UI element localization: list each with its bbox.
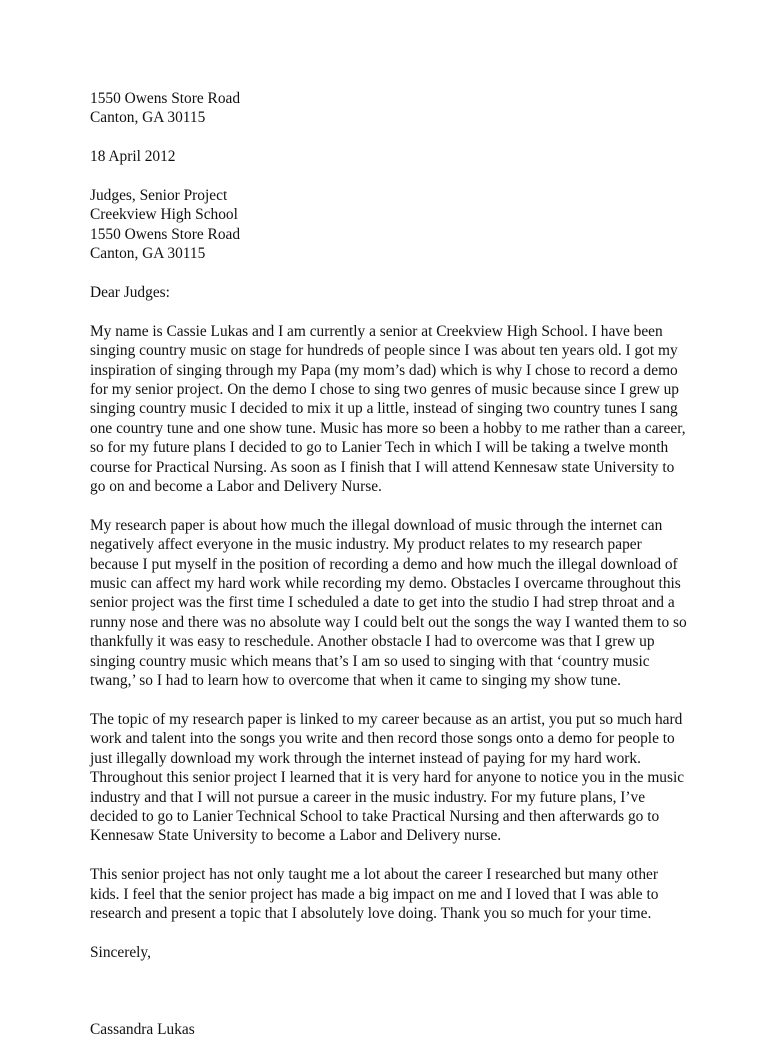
paragraph-line: course for Practical Nursing. As soon as I finish that I will attend Kennesaw state University to	[90, 458, 675, 476]
letter-date	[90, 147, 710, 166]
paragraph-line: kids. I feel that the senior project has made a big impact on me and I loved that I was able to	[90, 885, 659, 903]
paragraph-line: industry and that I will not pursue a career in the music industry. For my future plans, I’ve	[90, 788, 646, 806]
paragraph-line: one country tune and one show tune. Music has more so been a hobby to me rather than a career,	[90, 419, 686, 437]
paragraph-line: Kennesaw State University to become a Labor and Delivery nurse.	[90, 827, 502, 845]
paragraph-line: inspiration of singing through my Papa (my mom’s dad) which is why I chose to record a demo	[90, 361, 678, 379]
letter-page	[90, 89, 710, 1040]
paragraph-line: My name is Cassie Lukas and I am currently a senior at Creekview High School. I have been	[90, 322, 663, 340]
salutation	[90, 283, 710, 302]
sender-address-line: Canton, GA 30115	[90, 109, 206, 127]
paragraph-line: singing country music on stage for hundreds of people since I was about ten years old. I got my	[90, 342, 678, 360]
paragraph-line: go on and become a Labor and Delivery Nurse.	[90, 478, 382, 496]
recipient-address	[90, 186, 710, 264]
recipient-address-line: 1550 Owens Store Road	[90, 225, 241, 243]
sender-address-line: 1550 Owens Store Road	[90, 90, 241, 107]
paragraph-line: because I put myself in the position of recording a demo and how much the illegal download of	[90, 555, 678, 573]
paragraph-line: work and talent into the songs you write and then record those songs onto a demo for people to	[90, 730, 675, 748]
signature-name: Cassandra Lukas	[90, 1021, 195, 1039]
sender-address	[90, 89, 710, 128]
signature	[90, 1020, 710, 1039]
paragraph-line: research and present a topic that I absolutely love doing. Thank you so much for your time.	[90, 904, 652, 922]
body-paragraph-1	[90, 322, 710, 497]
closing-text: Sincerely,	[90, 943, 151, 961]
body-paragraph-2	[90, 516, 710, 691]
closing	[90, 943, 710, 962]
paragraph-line: singing country music I decided to mix it up a little, instead of singing two country tunes I sang	[90, 400, 678, 418]
paragraph-line: decided to go to Lanier Technical School to take Practical Nursing and then afterwards go to	[90, 807, 660, 825]
date-text: 18 April 2012	[90, 148, 176, 166]
salutation-text: Dear Judges:	[90, 284, 170, 302]
paragraph-line: twang,’ so I had to learn how to overcome that when it came to singing my show tune.	[90, 672, 621, 690]
paragraph-line: just illegally download my work through the internet instead of paying for my hard work.	[90, 749, 641, 767]
paragraph-line: runny nose and there was no absolute way I could belt out the songs the way I wanted them to so	[90, 613, 687, 631]
paragraph-line: thankfully it was easy to reschedule. Another obstacle I had to overcome was that I grew up	[90, 633, 655, 651]
paragraph-line: for my senior project. On the demo I chose to sing two genres of music because since I grew up	[90, 381, 679, 399]
paragraph-line: music can affect my hard work while recording my demo. Obstacles I overcame throughout this	[90, 575, 681, 593]
paragraph-line: senior project was the first time I scheduled a date to get into the studio I had strep throat and a	[90, 594, 675, 612]
paragraph-line: so for my future plans I decided to go to Lanier Tech in which I will be taking a twelve month	[90, 439, 669, 457]
paragraph-line: My research paper is about how much the illegal download of music through the internet can	[90, 516, 663, 534]
paragraph-line: negatively affect everyone in the music industry. My product relates to my research paper	[90, 536, 642, 554]
recipient-address-line: Creekview High School	[90, 206, 238, 224]
paragraph-line: Throughout this senior project I learned that it is very hard for anyone to notice you in the music	[90, 769, 685, 787]
paragraph-line: singing country music which means that’s I am so used to singing with that ‘country music	[90, 652, 650, 670]
paragraph-line: The topic of my research paper is linked to my career because as an artist, you put so much hard	[90, 710, 683, 728]
body-paragraph-3	[90, 710, 710, 846]
recipient-address-line: Judges, Senior Project	[90, 187, 228, 204]
recipient-address-line: Canton, GA 30115	[90, 245, 206, 263]
paragraph-line: This senior project has not only taught me a lot about the career I researched but many other	[90, 866, 658, 884]
body-paragraph-4	[90, 865, 710, 923]
